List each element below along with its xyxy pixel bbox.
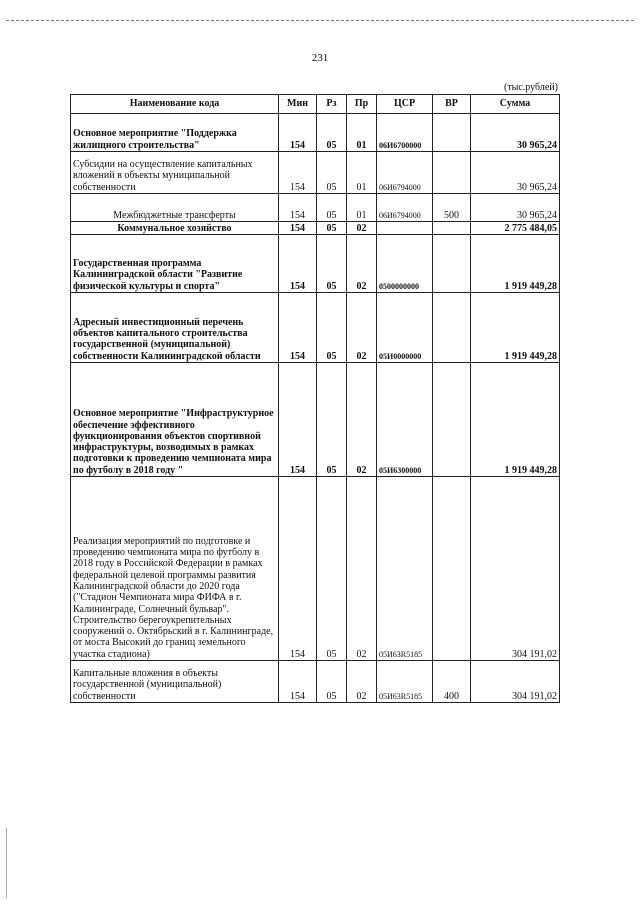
row-csr: 06И6794000: [377, 152, 433, 194]
row-name: Капитальные вложения в объекты государственной (муниципальной) собственности: [71, 661, 279, 703]
row-pr: 02: [347, 222, 377, 235]
row-name: Адресный инвестиционный перечень объектов капитального строительства государственной (муниципальной) собственности Калининградской области: [71, 293, 279, 363]
row-sum: 1 919 449,28: [471, 363, 560, 477]
header-csr: ЦСР: [377, 95, 433, 114]
row-pr: 02: [347, 477, 377, 661]
row-pr: 01: [347, 114, 377, 152]
table-row: [71, 152, 560, 194]
header-pr: Пр: [347, 95, 377, 114]
row-rz: 05: [317, 293, 347, 363]
row-vr: [433, 477, 471, 661]
row-csr: 0500000000: [377, 235, 433, 293]
table-row: [71, 661, 560, 703]
row-name: Основное мероприятие "Поддержка жилищного строительства": [71, 114, 279, 152]
row-pr: 01: [347, 194, 377, 222]
row-csr: [377, 222, 433, 235]
table-row: [71, 222, 560, 235]
row-vr: [433, 152, 471, 194]
row-min: 154: [279, 235, 317, 293]
row-min: 154: [279, 222, 317, 235]
table-row: [71, 293, 560, 363]
table-header-row: [71, 95, 560, 114]
row-rz: 05: [317, 477, 347, 661]
row-rz: 05: [317, 222, 347, 235]
row-pr: 02: [347, 293, 377, 363]
row-name: Государственная программа Калининградской области "Развитие физической культуры и спорта": [71, 235, 279, 293]
row-name: Основное мероприятие "Инфраструктурное обеспечение эффективного функционирования объектов спортивной инфраструктуры, возводимых в рамках подготовки к проведению чемпионата мира по футболу в 2018 году ": [71, 363, 279, 477]
header-min: Мин: [279, 95, 317, 114]
row-rz: 05: [317, 114, 347, 152]
row-pr: 01: [347, 152, 377, 194]
row-rz: 05: [317, 661, 347, 703]
header-name: Наименование кода: [71, 95, 279, 114]
row-min: 154: [279, 152, 317, 194]
top-dashed-rule: [6, 20, 634, 21]
row-sum: 30 965,24: [471, 114, 560, 152]
row-min: 154: [279, 293, 317, 363]
row-name: Межбюджетные трансферты: [71, 194, 279, 222]
budget-table: [70, 94, 560, 703]
row-min: 154: [279, 194, 317, 222]
row-vr: 500: [433, 194, 471, 222]
table-row: [71, 477, 560, 661]
header-rz: Рз: [317, 95, 347, 114]
row-vr: [433, 114, 471, 152]
row-vr: [433, 222, 471, 235]
row-pr: 02: [347, 235, 377, 293]
row-pr: 02: [347, 661, 377, 703]
row-vr: 400: [433, 661, 471, 703]
row-rz: 05: [317, 235, 347, 293]
row-name: Коммунальное хозяйство: [71, 222, 279, 235]
row-sum: 2 775 484,05: [471, 222, 560, 235]
row-sum: 1 919 449,28: [471, 235, 560, 293]
scan-margin-line: [6, 828, 7, 898]
table-row: [71, 235, 560, 293]
row-csr: 06И6794000: [377, 194, 433, 222]
row-name: Реализация мероприятий по подготовке и проведению чемпионата мира по футболу в 2018 году в Российской Федерации в рамках федеральной целевой программы развития Калининградской области до 2020 года ("Стадион Чемпионата мира ФИФА в г. Калининграде, Солнечный бульвар". Строительство берегоукрепительных сооружений о. Октябрьский в г. Калининграде, от моста Высокий до границ земельного участка стадиона): [71, 477, 279, 661]
row-sum: 30 965,24: [471, 152, 560, 194]
row-vr: [433, 235, 471, 293]
units-label: (тыс.рублей): [503, 82, 558, 93]
row-rz: 05: [317, 363, 347, 477]
row-vr: [433, 293, 471, 363]
row-csr: 06И6700000: [377, 114, 433, 152]
row-min: 154: [279, 477, 317, 661]
row-csr: 05И6300000: [377, 363, 433, 477]
row-csr: 05И63R5185: [377, 661, 433, 703]
row-min: 154: [279, 363, 317, 477]
table-row: [71, 363, 560, 477]
row-vr: [433, 363, 471, 477]
page-number: 231: [311, 52, 329, 64]
header-sum: Сумма: [471, 95, 560, 114]
row-sum: 304 191,02: [471, 661, 560, 703]
row-rz: 05: [317, 194, 347, 222]
row-min: 154: [279, 661, 317, 703]
row-csr: 05И0000000: [377, 293, 433, 363]
table-row: [71, 194, 560, 222]
row-name: Субсидии на осуществление капитальных вложений в объекты муниципальной собственности: [71, 152, 279, 194]
row-sum: 1 919 449,28: [471, 293, 560, 363]
row-min: 154: [279, 114, 317, 152]
row-sum: 30 965,24: [471, 194, 560, 222]
table-row: [71, 114, 560, 152]
row-rz: 05: [317, 152, 347, 194]
row-csr: 05И63R5185: [377, 477, 433, 661]
header-vr: ВР: [433, 95, 471, 114]
row-pr: 02: [347, 363, 377, 477]
row-sum: 304 191,02: [471, 477, 560, 661]
